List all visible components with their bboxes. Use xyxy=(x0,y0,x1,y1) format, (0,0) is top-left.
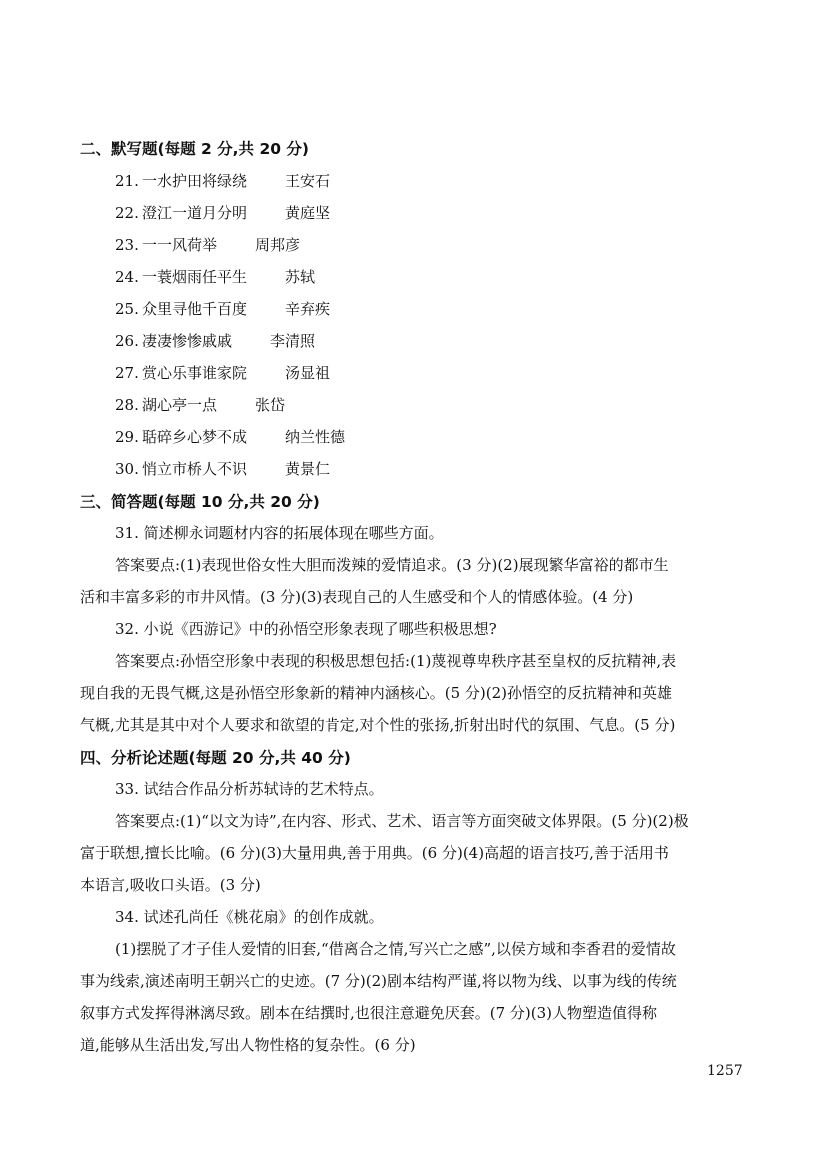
question-32: 32. 小说《西游记》中的孙悟空形象表现了哪些积极思想? xyxy=(115,620,497,638)
answer-34-line: 叙事方式发挥得淋漓尽致。剧本在结撰时,也很注意避免厌套。(7 分)(3)人物塑造值得称 xyxy=(80,1004,658,1022)
answer-34-line: 事为线索,演述南明王朝兴亡的史迹。(7 分)(2)剧本结构严谨,将以物为线、以事为线的传统 xyxy=(80,972,677,990)
poem-line: 凄凄惨惨戚戚 xyxy=(142,332,233,350)
recitation-item-21 xyxy=(115,170,330,191)
recitation-item-27 xyxy=(115,362,330,383)
recitation-item-30 xyxy=(115,458,330,479)
answer-34-line: (1)摆脱了才子佳人爱情的旧套,“借离合之情,写兴亡之感”,以侯方域和李香君的爱情故 xyxy=(115,940,676,958)
poem-line: 聒碎乡心梦不成 xyxy=(142,428,248,446)
poem-line: 悄立市桥人不识 xyxy=(142,460,248,478)
poem-line: 一蓑烟雨任平生 xyxy=(142,268,248,286)
answer-32-line: 气概,尤其是其中对个人要求和欲望的肯定,对个性的张扬,折射出时代的氛围、气息。(5 分) xyxy=(80,716,676,734)
answer-34-line: 道,能够从生活出发,写出人物性格的复杂性。(6 分) xyxy=(80,1036,416,1054)
question-33: 33. 试结合作品分析苏轼诗的艺术特点。 xyxy=(115,780,384,798)
poem-author: 辛弃疾 xyxy=(285,300,331,318)
poem-author: 纳兰性德 xyxy=(285,428,346,446)
answer-31-line: 答案要点:(1)表现世俗女性大胆而泼辣的爱情追求。(3 分)(2)展现繁华富裕的都市生 xyxy=(115,556,669,574)
poem-line: 一水护田将绿绕 xyxy=(142,172,248,190)
poem-line: 澄江一道月分明 xyxy=(142,204,248,222)
question-34: 34. 试述孔尚任《桃花扇》的创作成就。 xyxy=(115,908,384,926)
item-number: 29. xyxy=(115,428,139,446)
poem-line: 湖心亭一点 xyxy=(142,396,218,414)
item-number: 25. xyxy=(115,300,139,318)
poem-author: 黄景仁 xyxy=(285,460,331,478)
poem-author: 黄庭坚 xyxy=(285,204,331,222)
poem-author: 张岱 xyxy=(255,396,286,414)
item-number: 30. xyxy=(115,460,139,478)
recitation-item-25 xyxy=(115,298,330,319)
recitation-item-23 xyxy=(115,234,300,255)
poem-line: 赏心乐事谁家院 xyxy=(142,364,248,382)
poem-author: 苏轼 xyxy=(285,268,316,286)
poem-author: 王安石 xyxy=(285,172,331,190)
recitation-item-26 xyxy=(115,330,315,351)
poem-author: 李清照 xyxy=(270,332,316,350)
answer-31-line: 活和丰富多彩的市井风情。(3 分)(3)表现自己的人生感受和个人的情感体验。(4 分) xyxy=(80,588,634,606)
item-number: 28. xyxy=(115,396,139,414)
question-31: 31. 简述柳永词题材内容的拓展体现在哪些方面。 xyxy=(115,524,444,542)
section-4-heading: 四、分析论述题(每题 20 分,共 40 分) xyxy=(80,749,351,767)
answer-32-line: 现自我的无畏气概,这是孙悟空形象新的精神内涵核心。(5 分)(2)孙悟空的反抗精神和英雄 xyxy=(80,684,673,702)
poem-line: 众里寻他千百度 xyxy=(142,300,248,318)
recitation-item-29 xyxy=(115,426,345,447)
item-number: 22. xyxy=(115,204,139,222)
answer-33-line: 答案要点:(1)“以文为诗”,在内容、形式、艺术、语言等方面突破文体界限。(5 分)(2)极 xyxy=(115,812,689,830)
recitation-item-24 xyxy=(115,266,315,287)
recitation-item-22 xyxy=(115,202,330,223)
item-number: 24. xyxy=(115,268,139,286)
section-3-heading: 三、简答题(每题 10 分,共 20 分) xyxy=(80,493,320,511)
answer-33-line: 富于联想,擅长比喻。(6 分)(3)大量用典,善于用典。(6 分)(4)高超的语言技巧,善于活用书 xyxy=(80,844,669,862)
section-2-heading: 二、默写题(每题 2 分,共 20 分) xyxy=(80,140,309,158)
item-number: 21. xyxy=(115,172,139,190)
item-number: 27. xyxy=(115,364,139,382)
answer-32-line: 答案要点:孙悟空形象中表现的积极思想包括:(1)蔑视尊卑秩序甚至皇权的反抗精神,表 xyxy=(115,652,677,670)
recitation-item-28 xyxy=(115,394,285,415)
poem-author: 汤显祖 xyxy=(285,364,331,382)
poem-author: 周邦彦 xyxy=(255,236,301,254)
item-number: 23. xyxy=(115,236,139,254)
answer-33-line: 本语言,吸收口头语。(3 分) xyxy=(80,876,261,894)
poem-line: 一一风荷举 xyxy=(142,236,218,254)
item-number: 26. xyxy=(115,332,139,350)
page-number: 1257 xyxy=(707,1063,743,1079)
